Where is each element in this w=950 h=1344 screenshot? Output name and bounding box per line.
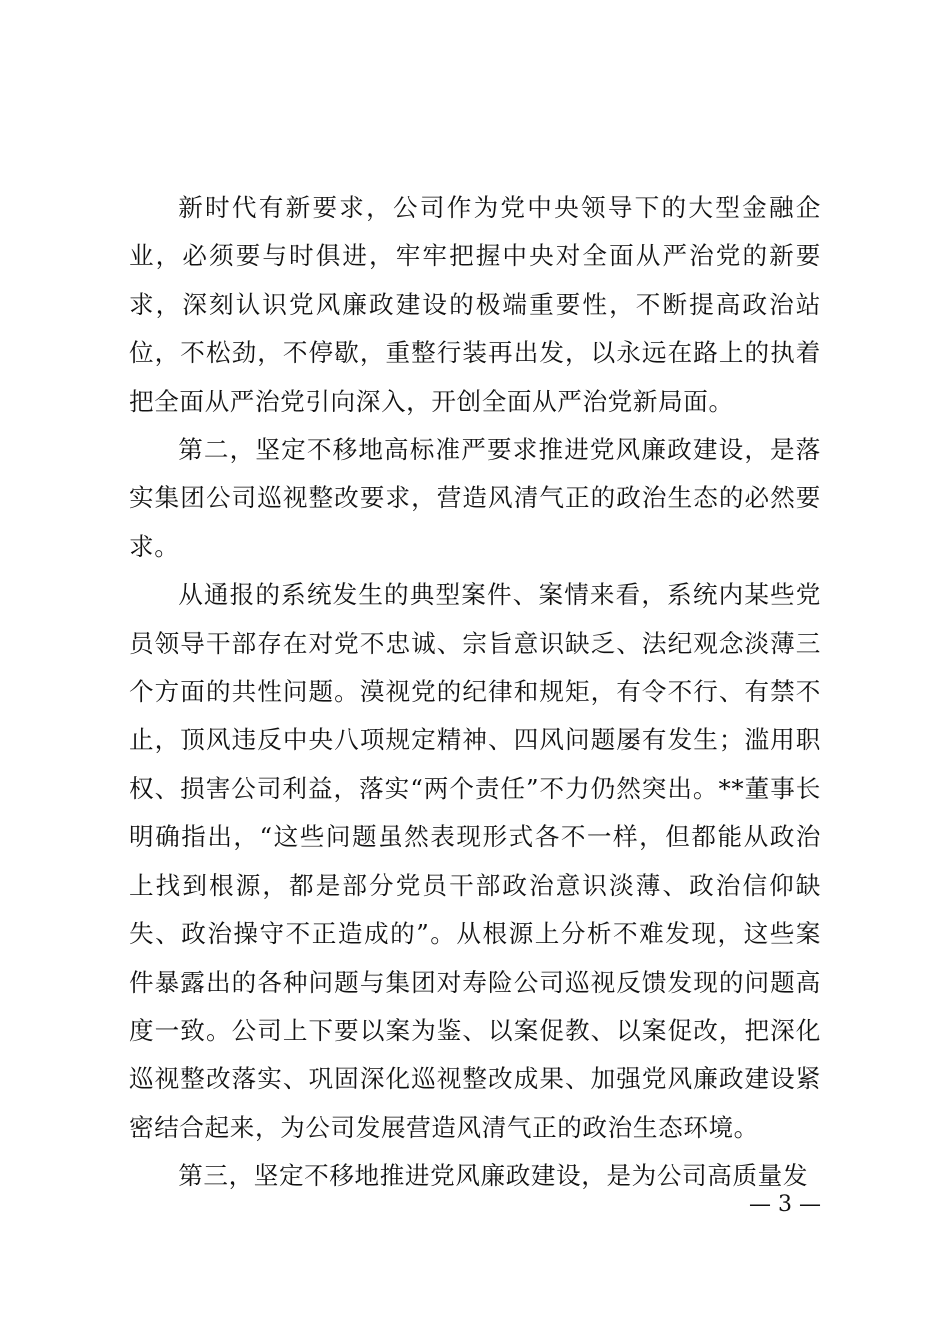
page-number: — 3 — bbox=[749, 1192, 821, 1217]
paragraph-second-point: 第二，坚定不移地高标准严要求推进党风廉政建设，是落实集团公司巡视整改要求，营造风清气正的政治生态的必然要求。 bbox=[129, 435, 821, 561]
paragraph-case-analysis: 从通报的系统发生的典型案件、案情来看，系统内某些党员领导干部存在对党不忠诚、宗旨意识缺乏、法纪观念淡薄三个方面的共性问题。漠视党的纪律和规矩，有令不行、有禁不止，顶风违反中央八项规定精神、四风问题屡有发生；滥用职权、损害公司利益，落实“两个责任”不力仍然突出。**董事长明确指出，“这些问题虽然表现形式各不一样，但都能从政治上找到根源，都是部分党员干部政治意识淡薄、政治信仰缺失、政治操守不正造成的”。从根源上分析不难发现，这些案件暴露出的各种问题与集团对寿险公司巡视反馈发现的问题高度一致。公司上下要以案为鉴、以案促教、以案促改，把深化巡视整改落实、巩固深化巡视整改成果、加强党风廉政建设紧密结合起来，为公司发展营造风清气正的政治生态环境。 bbox=[129, 580, 821, 1142]
body-text bbox=[129, 184, 821, 1201]
paragraph-new-era-requirements: 新时代有新要求，公司作为党中央领导下的大型金融企业，必须要与时俱进，牢牢把握中央对全面从严治党的新要求，深刻认识党风廉政建设的极端重要性，不断提高政治站位，不松劲，不停歇，重整行装再出发，以永远在路上的执着把全面从严治党引向深入，开创全面从严治党新局面。 bbox=[129, 193, 821, 416]
paragraph-third-point: 第三，坚定不移地推进党风廉政建设，是为公司高质量发 bbox=[178, 1161, 809, 1191]
